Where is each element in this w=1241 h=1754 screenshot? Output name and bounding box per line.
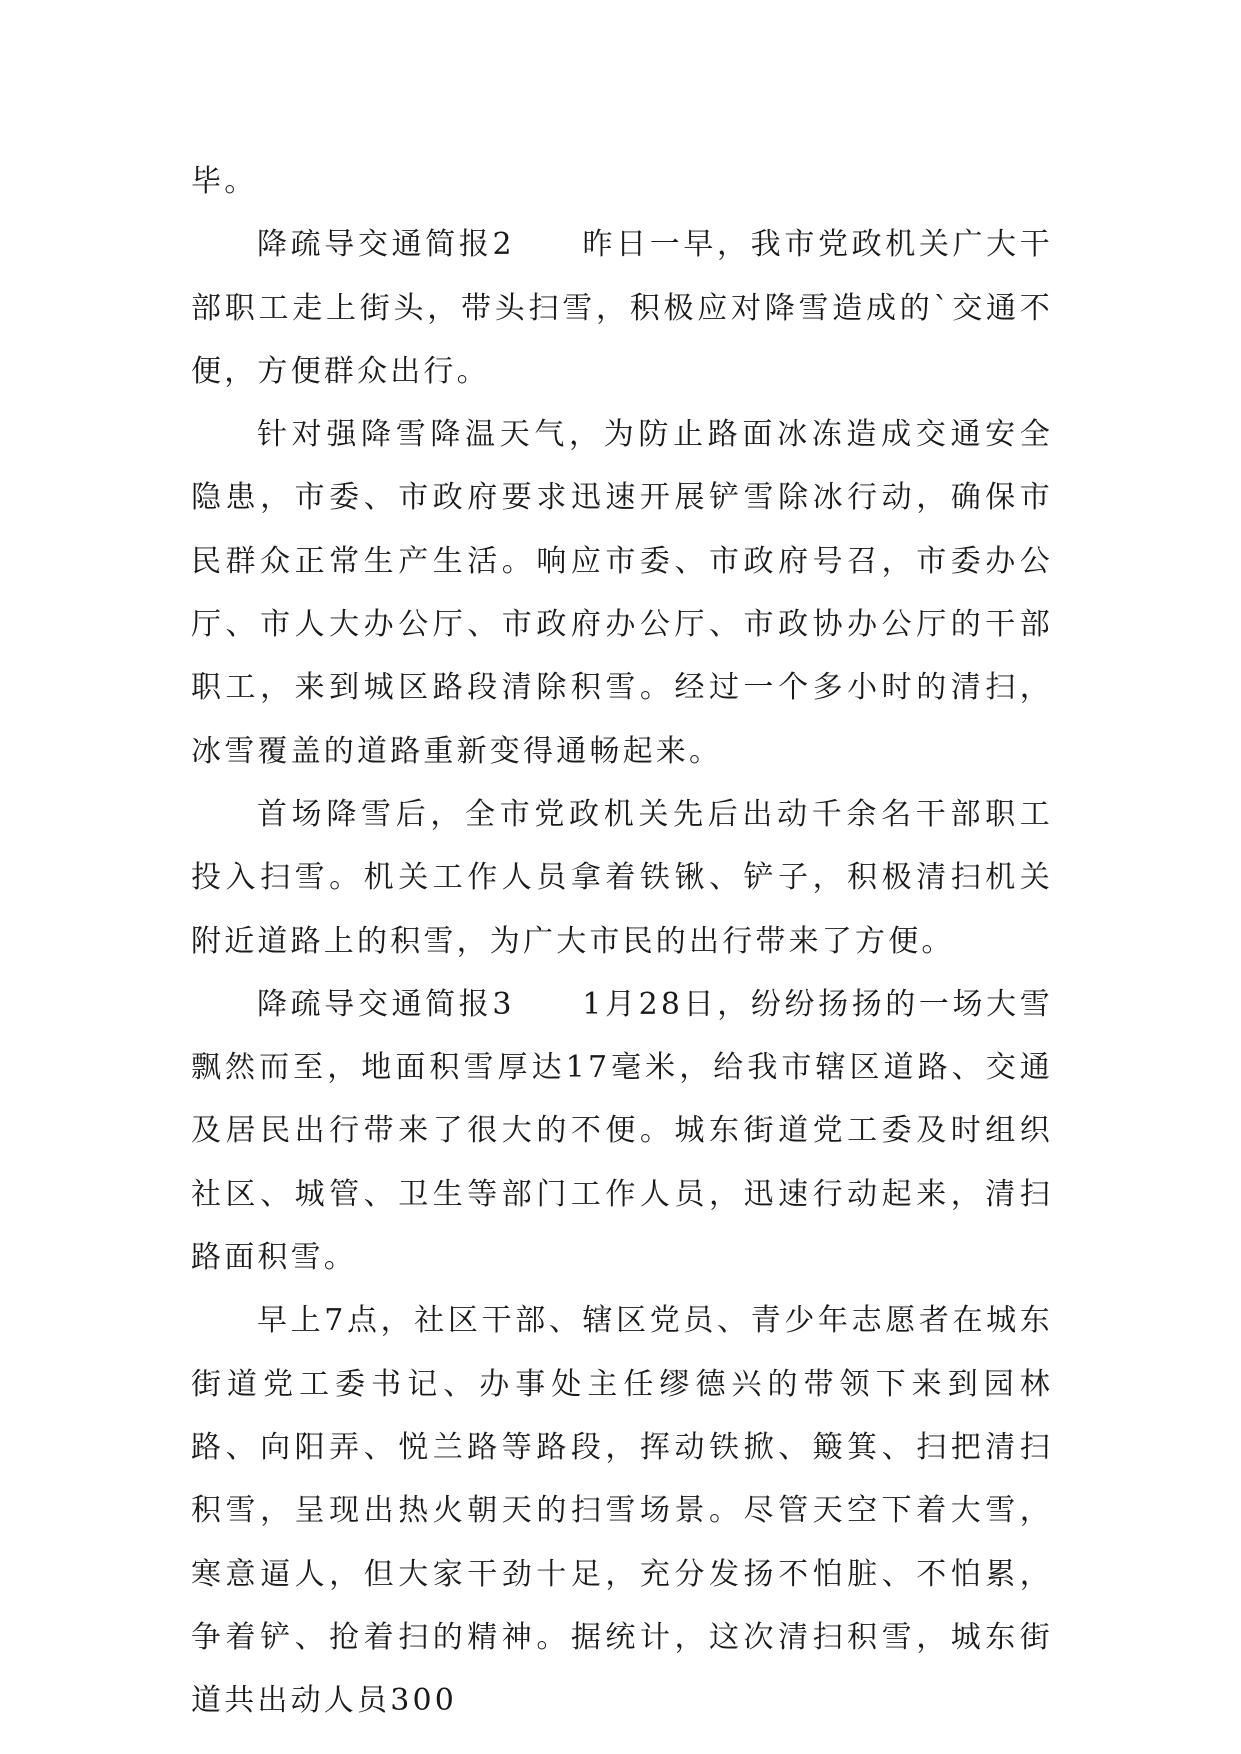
paragraph-continuation: 毕。 bbox=[191, 164, 258, 199]
paragraph-first-snowfall: 首场降雪后，全市党政机关先后出动千余名干部职工投入扫雪。机关工作人员拿着铁锹、铲子，积极清扫机关附近道路上的积雪，为广大市民的出行带来了方便。 bbox=[191, 796, 1053, 959]
paragraph-snow-removal-order: 针对强降雪降温天气，为防止路面冰冻造成交通安全隐患，市委、市政府要求迅速开展铲雪除冰行动，确保市民群众正常生产生活。响应市委、市政府号召，市委办公厅、市人大办公厅、市政府办公厅、市政协办公厅的干部职工，来到城区路段清除积雪。经过一个多小时的清扫，冰雪覆盖的道路重新变得通畅起来。 bbox=[191, 417, 1053, 769]
document-body bbox=[191, 150, 1053, 1732]
paragraph-briefing-3: 降疏导交通简报3 1月28日，纷纷扬扬的一场大雪飘然而至，地面积雪厚达17毫米，给我市辖区道路、交通及居民出行带来了很大的不便。城东街道党工委及时组织社区、城管、卫生等部门工作人员，迅速行动起来，清扫路面积雪。 bbox=[191, 986, 1053, 1276]
paragraph-morning-cleanup: 早上7点，社区干部、辖区党员、青少年志愿者在城东街道党工委书记、办事处主任缪德兴的带领下来到园林路、向阳弄、悦兰路等路段，挥动铁掀、簸箕、扫把清扫积雪，呈现出热火朝天的扫雪场景。尽管天空下着大雪，寒意逼人，但大家干劲十足，充分发扬不怕脏、不怕累，争着铲、抢着扫的精神。据统计，这次清扫积雪，城东街道共出动人员300 bbox=[191, 1303, 1053, 1719]
paragraph-briefing-2: 降疏导交通简报2 昨日一早，我市党政机关广大干部职工走上街头，带头扫雪，积极应对降雪造成的`交通不便，方便群众出行。 bbox=[191, 227, 1053, 389]
